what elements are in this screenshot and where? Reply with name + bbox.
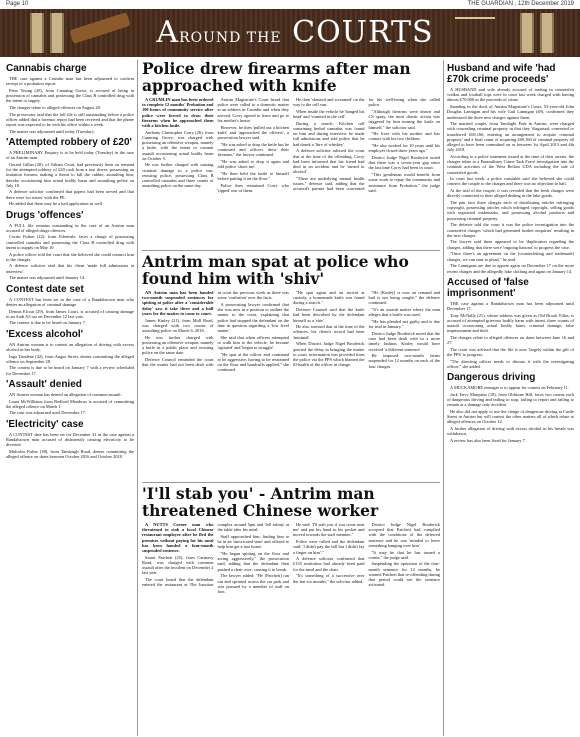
brief-paragraph: A CONTEST date has been set for December 31 in the case against a Randalstown man accused of dishonestly causing electricity to be diverted. [6,431,134,448]
story-police-body [142,97,440,247]
story-paragraph: District Judge Nigel Broderick accepted that Patchett had complied with the conditions of the deferred sentence and he was 'minded to leave something hanging over him'. [368,522,440,548]
story-paragraph: He was further charged with possessing an offensive weapon, namely a knife in a public place and resisting police on the same date. [142,334,214,356]
story-paragraph: The lawyer added: "He [Patchett] ran out and sprinted across the car park and was pursued by a member of staff on foot. [217,573,289,594]
brief-paragraph: He added that there may be a bail application as well. [9,201,103,207]
story-paragraph: "Although firearms were drawn and CS spray, the most drastic action was triggered by him turning the knife on himself," the solicitor said. [368,108,440,130]
story-paragraph: He said: 'I'll stab you if you come near me' and put his hand in his pocket and moved towards the staff member." [293,522,365,538]
story-paragraph: She said that when officers attempted to walk him to the vehicle, he became 'agitated' and 'began to struggle'. [217,334,289,351]
story-paragraph: A NUTTS Corner man who threatened to stab a local Chinese restaurant employee after he fled the premises without paying for his meal has been handed a four-month suspended sentence. [142,522,214,554]
story-paragraph: "There are underlying mental health issues," defence said, adding that the accused's partner had been concerned for his well-being when she called police. [293,97,440,192]
story-paragraph: However, he then 'pulled out a kitchen knife' and 'approached the officers', a prosecution lawyer said. [217,124,289,140]
story-paragraph: During a search, Kitchen roll containing herbal cannabis was found on him and during interview he made full admissions and told police that he had drunk a 'litre of whiskey'. [293,120,365,147]
brief-paragraph: Tony McNally (21), whose address was given as Old Brook Villas, is accused of attempted grievous bodily harm with intent, three counts of assault occasioning actual bodily harm, criminal damage, false imprisonment and theft. [447,312,574,334]
story-paragraph: James Kinley (21), from Mull Road, was charged with two counts of assaulting police on March 6, 2016. [142,317,214,333]
brief-paragraph: The pair face three charges each of distributing articles infringing copyright, possessing articles which infringed copyright, selling goods with registered trademarks, and possessing alcohol products and possessing criminal property. [447,200,574,221]
brief-paragraph: A FULL file remains outstanding in the case of an Antrim man accused of alleged drugs offences. [6,222,134,233]
pillar-graphic [540,13,554,53]
brief-paragraph: A defence solicitor confirmed that papers had been served and that there were 'no issues' with the PE. [6,189,134,200]
brief-headline: Dangerous driving [447,372,536,384]
brief-paragraph: Laura McWilliams from Bedford Meadows is accused of committing the alleged offence on March 1. [6,398,134,409]
story-paragraph: "He spat again and on arrival at custody, a homemade knife was found during a search." [293,290,365,306]
brief-headline: Husband and wife 'had £70k crime proceeds' [447,63,556,85]
brief-paragraph: The lawyer said there appeared to be 'duplication regarding the charges, adding that there were 'ongoing liaisons' to progress the case. [447,239,574,250]
brief-headline: 'Electricity' case [6,418,84,430]
brief-headline: Accused of 'false imprisonment' [447,276,529,299]
brief-paragraph: A police officer told the court that she believed she could connect him to the charges. [6,251,134,262]
brief-paragraph: THE case against a Randalstown man has been adjourned until December 17. [447,300,574,311]
brief-paragraph: The matter was adjourned until today (Tuesday). [9,128,95,134]
brief-paragraph: The charges relate to alleged offences on August 28. [9,105,101,111]
brief-paragraph: AN Antrim woman has denied an allegation of common assault. [9,391,122,397]
brief-paragraph: A MUCKAMORE teenager is to appear for contest on February 11. [450,385,569,391]
brief-paragraph: "The directing officer needs to discuss it with the investigating officer," she added. [447,358,574,369]
story-paragraph: Defence Counsel said that the knife had been described by the defendant himself as a 'shiv'. [293,307,365,323]
story-paragraph: Staff approached him, finding him to be in an 'intoxicated state' and offered to help him get a taxi home. [217,533,289,550]
story-paragraph: He also stressed that at the time of the offences, his client's record had been 'minimal'. [293,324,365,340]
pillar-graphic [50,13,64,53]
brief-paragraph: Malcolm Fisher (38), from Tamlough Road, denies committing the alleged offence on dates between October 2016 and October 2018. [6,448,134,459]
brief-paragraph: The Lannigans are due to appear again on December 17 on the more recent charges and the allegedly fake clothing and again on January 14. [447,263,574,274]
brief-paragraph: "Once there's an agreement on the [counterfeiting and trademark] charges, we can start to plead," he said. [447,251,574,262]
story-paragraph: "He lives with his mother and has contact with his two children. [368,131,440,142]
brief-paragraph: Standing in the dock of Antrim Magistrate's Court, 53-year-old John Douglas Lannigan and his wife Gail Lannigan (49), confirmed they understood the three new charges against them. [447,104,574,120]
right-column [447,60,574,736]
brief-paragraph: A HUSBAND and wife already accused of trading in counterfeit vodkas and football tops were in court last week charged with having almost £70,000 as the proceeds of crime. [447,87,574,103]
brief-headline: 'Assault' denied [6,378,82,390]
brief-paragraph: Gerard Gillan (20), of Valiant Court, had previously been on remand for the attempted robbery of £20 cash from a taxi driver, possessing an imitation firearm, making a threat to kill the cabbie, assaulting him, thereby occasioning him actual bodily harm and assaulting police on July 18. [6,161,134,188]
brief-paragraph: A defence solicitor said that his client 'made full admissions at interview'. [6,263,134,274]
page-number: Page 10 [6,1,29,7]
brief-headline: 'Attempted robbery of £20' [6,137,132,149]
section-title: AROUND THE COURTS [156,15,434,50]
brief-paragraph: The prosecutor said that the full file is still outstanding before a police officer added that a forensic report had been received and that the phone report was expected to be with his office within a week. [6,111,134,128]
scales-graphic [455,17,495,51]
brief-paragraph: Dennis Elcoat (29), from James Court, is accused of causing damage to an Audi A5 car on December 12 last year. [6,308,134,319]
story-paragraph: AN Antrim man has been handed two-month suspended sentences for spitting at police after a 'considerable delay' saw it take three and a half years for the matter to come to court. [142,290,214,316]
left-column [6,60,134,736]
story-paragraph: When inside the vehicle he 'banged his head' and 'vomited in the cell'. [293,108,365,120]
story-paragraph: Stuart Patchett (25), from Carmavy Road, was charged with common assault after the incident on December 2 last year. [142,554,214,576]
story-paragraph: "He also worked for 10 years until his employer closed three years ago." [368,143,440,154]
section-masthead [0,9,580,57]
story-paragraph: "It's something of a successive over the last six months," the solicitor added. [293,573,365,584]
brief-paragraph: The court was advised that the file is now 'largely within the gift of the PPS' to progress. [447,346,574,358]
brief-paragraph: A PRELIMINARY Enquiry is to be held today (Tuesday) in the case of an Antrim man. [6,150,134,161]
brief-paragraph: A review has also been fixed for January 7. [450,437,526,443]
story-paragraph: "He then held the knife to himself before putting it on the floor." [217,170,289,181]
brief-paragraph: The case was adjourned until December 17. [9,410,86,416]
brief-paragraph: He also did not apply to use the charge of dangerous driving at Castle Street in Antrim but will contest the other matters all of which relate to alleged offences on October 12. [447,408,574,425]
story-paragraph: He then 'shouted and screamed' on the way to the cell van. [293,97,365,108]
story-paragraph: Antrim Magistrate's Court heard that police were called to a domestic matter at an address in Crumlin and when they arrived, Corry agreed to leave and go to his mother's house. [217,97,289,123]
story-paragraph: "He began spitting on the floor and acting aggressively," the prosecution said, adding that the defendant then pushed a chair over, causing it to break. [217,551,289,572]
brief-paragraph: The married couple, from Tamlaght Park in Antrim, were charged with concealing criminal property in that they 'disguised, converted or transferred £69,160, entering an arrangement to acquire criminal property' and a final count of acquiring £69,160 of criminal property all alleged to have been committed on or between 1st April 2013 and 4th July 2018. [447,121,574,153]
brief-headline: Drugs 'offences' [6,209,84,221]
story-paragraph: A defence solicitor confirmed that £135 restitution had already been paid for the meal and the chair. [293,556,365,572]
story-paragraph: Police were called and the defendant said: 'I didn't pay the bill but I didn't lay a finger on him'." [293,539,365,555]
story-paragraph: "It's an assault matter where the man alleges that a bottle was used. [368,307,440,318]
story-paragraph: "It may be that he has turned a corner," the judge said. [368,549,440,560]
story-paragraph: "He [Kinley] is now on remand and bail is not being sought," the defence continued. [368,290,440,306]
story-paragraph: Suspending the operation of the four-month sentence for 12 months, he warned Patchett that re-offending during that period could see the sentence activated. [368,561,440,588]
headline-police-firearms: Police drew firearms after man approached with knife [142,59,411,95]
brief-paragraph: The defence told the court it was the police investigation into the counterfeit charges 'which had generated further enquiries' resulting in the new charges. [447,222,574,238]
paper-info: THE GUARDIAN , 12th December 2019 [467,1,574,7]
headline-antrim-shiv: Antrim man spat at police who found him with 'shiv' [142,252,409,288]
brief-paragraph: The contest is due to be heard on January 7 with a review scheduled for December 17. [6,365,134,376]
story-paragraph: "He spat at the officer and continued to be aggressive, having to be restrained on the floor and handcuffs applied," she continued. [217,351,289,373]
brief-paragraph: AN Antrim woman is to contest an allegation of driving with excess alcohol in her body. [6,341,134,352]
brief-paragraph: At the trial of the couple, it was revealed that the fresh charges were directly connected to their alleged dealing in the fake goods. [447,188,574,199]
story-paragraph: District Judge Nigel Broderick noted that there was a seven-year gap since the last time Corry had been in court. [368,155,440,171]
gavel-graphic [69,12,130,44]
pillar-graphic [520,13,534,53]
story-paragraph: When District Judge Nigel Broderick queried the delay in bringing the matter to court, information was provided from the police via the PPS which blamed the ill-health of the officer in charge. [293,341,365,368]
story-paragraph: He was further charged with causing criminal damage to a police van, resisting police, possessing Class B controlled cannabis and three counts of assaulting police on the same day. [142,162,214,189]
story-paragraph: "He was asked to drop the knife but he continued and officers drew their firearms," the lawyer continued. [217,141,289,158]
story-paragraph: He imposed two-month terms suspended for 12 months on each of the four charges. [368,353,440,369]
brief-paragraph: Jack Terry Marquess (18), from Oldstone Hill, faces two counts each of dangerous driving and failing to stop, failing to report and failing to remain at a damage only accident. [447,391,574,408]
story-paragraph: Anthony Christopher Corry (26), from Camning Grove, was charged with possessing an offensive weapon, namely a knife, with the intent to commit assault occasioning actual bodily harm on October 5. [142,129,214,161]
brief-paragraph: In court last week, a police constable said she believed she could connect the couple to the charges and there was no objection to bail. [447,176,574,187]
story-paragraph: Police then restrained Corry who 'tipped' one of them. [217,182,289,193]
headline-stab-threat: 'I'll stab you' - Antrim man threatened Chinese worker [142,484,379,520]
brief-paragraph: A further allegation of driving with excess alcohol in his breath was withdrawn. [447,426,574,437]
brief-paragraph: Peter Young (28), from Camning Grove, is accused of being in possession of cannabis and possessing the Class B controlled drug with the intent to supply. [6,87,134,104]
brief-paragraph: Inga Trindene (42), from Angus Street, denies committing the alleged offence on September 28. [6,353,134,364]
page-topbar [0,0,580,9]
brief-paragraph: According to a police statement issued at the time of their arrests, the charges relate to a Paramilitary Crime Task Force investigation into the criminal activities of the West Belfast UDA including the sale of counterfeit goods. [447,153,574,175]
brief-headline: Cannabis charge [6,63,87,74]
brief-paragraph: The charges relate to alleged offences on dates between June 16 and 27. [447,334,574,346]
story-paragraph: A CRUMLIN man has been ordered to complete 12 months' Probation and 100 hours of community service after police were forced to draw their firearms when he approached them with a kitchen knife. [142,97,214,129]
story-paragraph: The court heard that the defendant entered the restaurant at The Junction complex around 5pm and 'fell asleep' at the table after his meal. [142,522,289,588]
story-paragraph: "He has pleaded not guilty and is due for trial in January." [368,319,440,330]
brief-paragraph: The contest is due to be heard on January 7. [9,320,87,326]
brief-headline: 'Excess alcohol' [6,328,84,340]
story-paragraph: A defence solicitor advised the court that at the time of the offending, Corry had been informed that his friend had died in an accident and he 'turned to alcohol'. [293,148,365,175]
pillar-graphic [30,13,44,53]
brief-paragraph: A CONTEST has been set in the case of a Randalstown man who denies an allegation of criminal damage. [6,296,134,307]
story-paragraph: District Judge Broderick noted that the case had been dealt with in a more timely fashion, Kinley would have received 'a different sentence'. [368,330,440,352]
brief-paragraph: Corrin Fulton (22), from Edenvale, faces a charge of possessing controlled cannabis and possessing the Class B controlled drug with intent to supply on May 10. [6,234,134,250]
brief-headline: Contest date set [6,283,84,295]
story-paragraph: Defence Council reminded the court that the matter had not been dealt with in court the previous week as there was some 'confusion' over the facts. [142,290,289,368]
story-paragraph: A prosecuting lawyer confirmed that she was now in a position to outline the matter to the court, explaining that police had stopped the defendant on the date in question regarding a 'low level matter'. [217,301,289,333]
story-antrim-body [142,290,440,478]
story-stab-body [142,522,440,736]
story-paragraph: "He was asked to drop it again and told police 'shoot me'. [217,158,289,169]
story-paragraph: "This gentleman would benefit from some work to repay the community and assistance from Probation," the judge said. [368,172,440,193]
brief-paragraph: The matter was adjourned until January 14. [9,275,86,281]
brief-paragraph: THE case against a Crumlin man has been adjourned to confirm receipt of a probation report. [6,76,134,87]
